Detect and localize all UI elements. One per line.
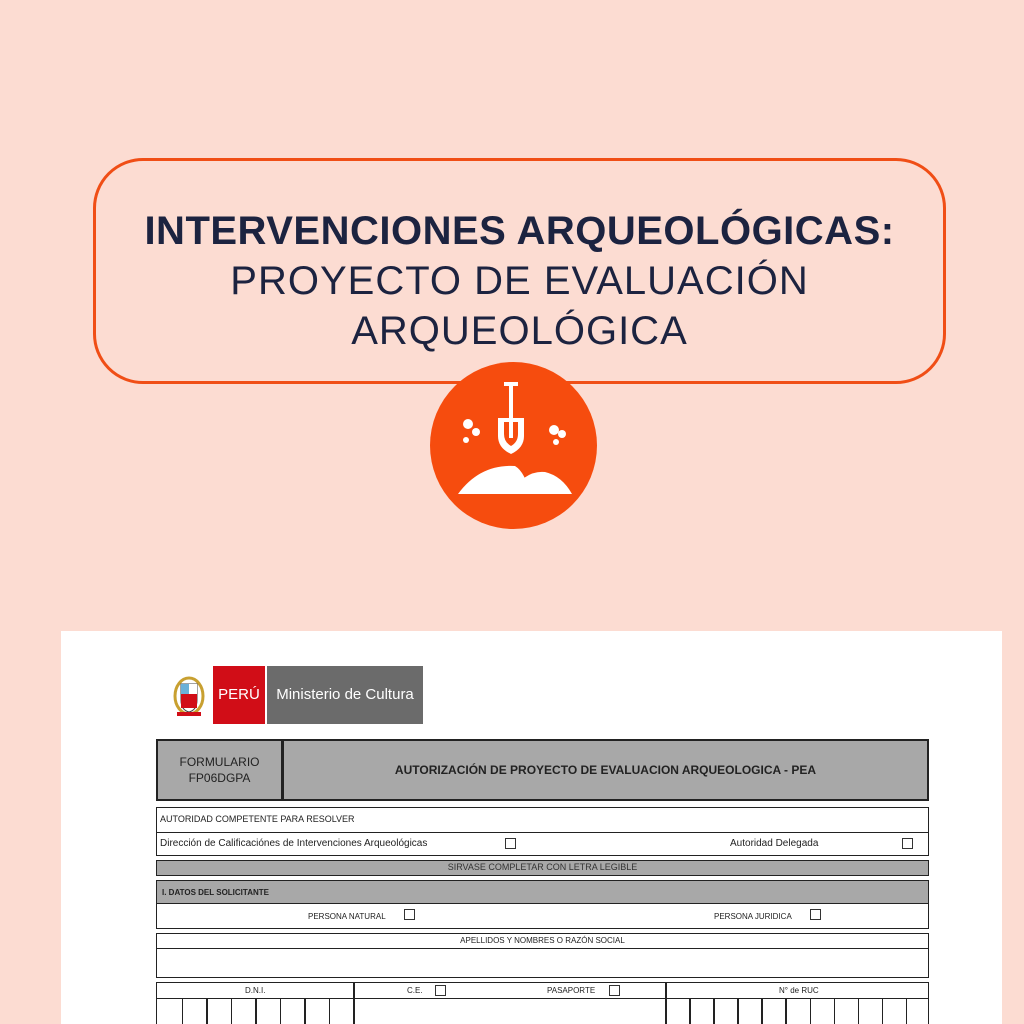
pasaporte-checkbox[interactable]: [609, 985, 620, 996]
digit-cell-divider: [689, 999, 691, 1024]
id-digits-row: [156, 998, 929, 1024]
digit-cell-divider: [255, 999, 257, 1024]
authority-option-1-label: Dirección de Calificaciónes de Intervenciones Arqueológicas: [160, 838, 428, 849]
person-natural-checkbox[interactable]: [404, 909, 415, 920]
ruc-label: N° de RUC: [779, 986, 819, 995]
authority-option-1-checkbox[interactable]: [505, 838, 516, 849]
digit-cell-divider: [231, 999, 233, 1024]
digit-cell-divider: [280, 999, 282, 1024]
digit-cell-divider: [785, 999, 787, 1024]
authority-heading: AUTORIDAD COMPETENTE PARA RESOLVER: [160, 814, 355, 824]
digit-cell-divider: [906, 999, 908, 1024]
digit-cell-divider: [182, 999, 184, 1024]
shovel-icon: [430, 362, 597, 529]
form-code-label: FORMULARIO: [179, 755, 260, 769]
digit-cell-divider: [329, 999, 331, 1024]
ce-checkbox[interactable]: [435, 985, 446, 996]
ce-label: C.E.: [407, 986, 423, 995]
digit-cell-divider: [882, 999, 884, 1024]
form-title: AUTORIZACIÓN DE PROYECTO DE EVALUACION ARQUEOLOGICA - PEA: [282, 739, 929, 801]
name-field-input[interactable]: [156, 948, 929, 978]
form-code-cell: [156, 739, 283, 801]
person-juridica-checkbox[interactable]: [810, 909, 821, 920]
form-document: [61, 631, 1002, 1024]
id-row: [156, 982, 929, 999]
digit-cell-divider: [810, 999, 812, 1024]
logo-peru: PERÚ: [213, 666, 265, 724]
title-box: [93, 158, 946, 384]
logo-ministry: Ministerio de Cultura: [267, 666, 423, 724]
section1-header: [156, 880, 929, 904]
digit-cell-divider: [834, 999, 836, 1024]
title-line-3: ARQUEOLÓGICA: [351, 309, 688, 353]
authority-option-2-label: Autoridad Delegada: [730, 838, 819, 849]
authority-heading-row: [156, 807, 929, 833]
digit-cell-divider: [761, 999, 763, 1024]
person-type-row: [156, 903, 929, 929]
instruction-bar: SIRVASE COMPLETAR CON LETRA LEGIBLE: [156, 860, 929, 876]
digit-cell-divider: [737, 999, 739, 1024]
person-natural-label: PERSONA NATURAL: [308, 912, 386, 921]
authority-option-2-checkbox[interactable]: [902, 838, 913, 849]
digit-cell-divider: [858, 999, 860, 1024]
title-line-1: INTERVENCIONES ARQUEOLÓGICAS:: [144, 209, 895, 253]
title-line-2: PROYECTO DE EVALUACIÓN: [230, 259, 809, 303]
ministry-logo: [169, 666, 423, 724]
dni-label: D.N.I.: [245, 986, 266, 995]
name-field-label: APELLIDOS Y NOMBRES O RAZÓN SOCIAL: [156, 933, 929, 949]
pasaporte-label: PASAPORTE: [547, 986, 596, 995]
person-juridica-label: PERSONA JURIDICA: [714, 912, 792, 921]
form-code: FP06DGPA: [188, 771, 251, 785]
digit-cell-divider: [713, 999, 715, 1024]
digit-cell-divider: [304, 999, 306, 1024]
section1-title: I. DATOS DEL SOLICITANTE: [162, 888, 269, 897]
coat-of-arms-icon: [169, 672, 209, 718]
digit-cell-divider: [206, 999, 208, 1024]
authority-options-row: [156, 832, 929, 856]
